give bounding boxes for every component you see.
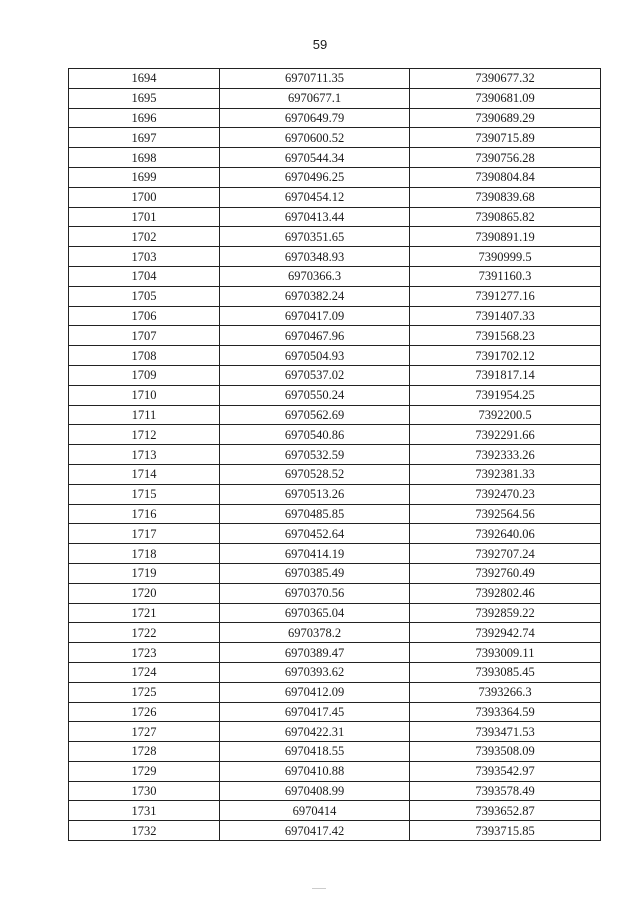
x-coordinate-cell: 6970408.99 <box>220 781 410 801</box>
table-row <box>69 702 601 722</box>
x-coordinate-cell: 6970452.64 <box>220 524 410 544</box>
y-coordinate-cell: 7390756.28 <box>410 148 601 168</box>
table-row <box>69 227 601 247</box>
point-number-cell: 1695 <box>69 88 220 108</box>
y-coordinate-cell: 7392564.56 <box>410 504 601 524</box>
point-number-cell: 1700 <box>69 187 220 207</box>
point-number-cell: 1708 <box>69 346 220 366</box>
point-number-cell: 1699 <box>69 167 220 187</box>
page-number: 59 <box>312 37 328 52</box>
table-row <box>69 563 601 583</box>
table-row <box>69 346 601 366</box>
x-coordinate-cell: 6970378.2 <box>220 623 410 643</box>
table-row <box>69 385 601 405</box>
point-number-cell: 1728 <box>69 742 220 762</box>
coordinates-table <box>68 68 601 841</box>
y-coordinate-cell: 7390839.68 <box>410 187 601 207</box>
y-coordinate-cell: 7393085.45 <box>410 662 601 682</box>
y-coordinate-cell: 7391160.3 <box>410 266 601 286</box>
point-number-cell: 1716 <box>69 504 220 524</box>
point-number-cell: 1707 <box>69 326 220 346</box>
x-coordinate-cell: 6970417.42 <box>220 821 410 841</box>
y-coordinate-cell: 7393578.49 <box>410 781 601 801</box>
table-row <box>69 306 601 326</box>
x-coordinate-cell: 6970385.49 <box>220 563 410 583</box>
footer-mark <box>312 888 326 889</box>
y-coordinate-cell: 7392381.33 <box>410 464 601 484</box>
x-coordinate-cell: 6970418.55 <box>220 742 410 762</box>
point-number-cell: 1714 <box>69 464 220 484</box>
table-row <box>69 247 601 267</box>
point-number-cell: 1731 <box>69 801 220 821</box>
x-coordinate-cell: 6970550.24 <box>220 385 410 405</box>
x-coordinate-cell: 6970414 <box>220 801 410 821</box>
y-coordinate-cell: 7390677.32 <box>410 69 601 89</box>
x-coordinate-cell: 6970532.59 <box>220 445 410 465</box>
point-number-cell: 1729 <box>69 761 220 781</box>
x-coordinate-cell: 6970544.34 <box>220 148 410 168</box>
table-row <box>69 286 601 306</box>
point-number-cell: 1696 <box>69 108 220 128</box>
table-row <box>69 821 601 841</box>
y-coordinate-cell: 7390715.89 <box>410 128 601 148</box>
x-coordinate-cell: 6970370.56 <box>220 583 410 603</box>
x-coordinate-cell: 6970414.19 <box>220 544 410 564</box>
point-number-cell: 1694 <box>69 69 220 89</box>
point-number-cell: 1722 <box>69 623 220 643</box>
table-row <box>69 781 601 801</box>
coordinates-table-body <box>69 69 601 841</box>
y-coordinate-cell: 7392640.06 <box>410 524 601 544</box>
point-number-cell: 1721 <box>69 603 220 623</box>
x-coordinate-cell: 6970393.62 <box>220 662 410 682</box>
y-coordinate-cell: 7390804.84 <box>410 167 601 187</box>
y-coordinate-cell: 7391407.33 <box>410 306 601 326</box>
point-number-cell: 1727 <box>69 722 220 742</box>
y-coordinate-cell: 7392200.5 <box>410 405 601 425</box>
table-row <box>69 544 601 564</box>
x-coordinate-cell: 6970454.12 <box>220 187 410 207</box>
x-coordinate-cell: 6970540.86 <box>220 425 410 445</box>
x-coordinate-cell: 6970711.35 <box>220 69 410 89</box>
y-coordinate-cell: 7392942.74 <box>410 623 601 643</box>
point-number-cell: 1702 <box>69 227 220 247</box>
table-row <box>69 88 601 108</box>
point-number-cell: 1730 <box>69 781 220 801</box>
x-coordinate-cell: 6970677.1 <box>220 88 410 108</box>
point-number-cell: 1710 <box>69 385 220 405</box>
table-row <box>69 128 601 148</box>
y-coordinate-cell: 7391702.12 <box>410 346 601 366</box>
table-row <box>69 69 601 89</box>
x-coordinate-cell: 6970528.52 <box>220 464 410 484</box>
y-coordinate-cell: 7393542.97 <box>410 761 601 781</box>
point-number-cell: 1701 <box>69 207 220 227</box>
x-coordinate-cell: 6970562.69 <box>220 405 410 425</box>
y-coordinate-cell: 7391277.16 <box>410 286 601 306</box>
table-row <box>69 207 601 227</box>
y-coordinate-cell: 7393364.59 <box>410 702 601 722</box>
y-coordinate-cell: 7390891.19 <box>410 227 601 247</box>
y-coordinate-cell: 7391568.23 <box>410 326 601 346</box>
table-row <box>69 722 601 742</box>
y-coordinate-cell: 7392707.24 <box>410 544 601 564</box>
y-coordinate-cell: 7392291.66 <box>410 425 601 445</box>
x-coordinate-cell: 6970389.47 <box>220 643 410 663</box>
table-row <box>69 365 601 385</box>
y-coordinate-cell: 7393652.87 <box>410 801 601 821</box>
table-row <box>69 187 601 207</box>
table-row <box>69 464 601 484</box>
x-coordinate-cell: 6970504.93 <box>220 346 410 366</box>
table-row <box>69 682 601 702</box>
table-row <box>69 524 601 544</box>
x-coordinate-cell: 6970410.88 <box>220 761 410 781</box>
y-coordinate-cell: 7393266.3 <box>410 682 601 702</box>
y-coordinate-cell: 7392802.46 <box>410 583 601 603</box>
point-number-cell: 1718 <box>69 544 220 564</box>
point-number-cell: 1698 <box>69 148 220 168</box>
x-coordinate-cell: 6970467.96 <box>220 326 410 346</box>
y-coordinate-cell: 7391817.14 <box>410 365 601 385</box>
point-number-cell: 1713 <box>69 445 220 465</box>
x-coordinate-cell: 6970417.45 <box>220 702 410 722</box>
table-row <box>69 662 601 682</box>
point-number-cell: 1715 <box>69 484 220 504</box>
y-coordinate-cell: 7393009.11 <box>410 643 601 663</box>
y-coordinate-cell: 7390999.5 <box>410 247 601 267</box>
point-number-cell: 1712 <box>69 425 220 445</box>
table-row <box>69 326 601 346</box>
x-coordinate-cell: 6970413.44 <box>220 207 410 227</box>
y-coordinate-cell: 7390681.09 <box>410 88 601 108</box>
x-coordinate-cell: 6970649.79 <box>220 108 410 128</box>
point-number-cell: 1723 <box>69 643 220 663</box>
x-coordinate-cell: 6970485.85 <box>220 504 410 524</box>
table-row <box>69 445 601 465</box>
x-coordinate-cell: 6970513.26 <box>220 484 410 504</box>
point-number-cell: 1732 <box>69 821 220 841</box>
x-coordinate-cell: 6970365.04 <box>220 603 410 623</box>
y-coordinate-cell: 7392470.23 <box>410 484 601 504</box>
table-row <box>69 405 601 425</box>
y-coordinate-cell: 7393715.85 <box>410 821 601 841</box>
y-coordinate-cell: 7393471.53 <box>410 722 601 742</box>
x-coordinate-cell: 6970496.25 <box>220 167 410 187</box>
point-number-cell: 1724 <box>69 662 220 682</box>
x-coordinate-cell: 6970417.09 <box>220 306 410 326</box>
table-row <box>69 742 601 762</box>
table-row <box>69 801 601 821</box>
point-number-cell: 1719 <box>69 563 220 583</box>
y-coordinate-cell: 7390689.29 <box>410 108 601 128</box>
point-number-cell: 1697 <box>69 128 220 148</box>
x-coordinate-cell: 6970382.24 <box>220 286 410 306</box>
x-coordinate-cell: 6970412.09 <box>220 682 410 702</box>
point-number-cell: 1704 <box>69 266 220 286</box>
point-number-cell: 1717 <box>69 524 220 544</box>
point-number-cell: 1725 <box>69 682 220 702</box>
x-coordinate-cell: 6970366.3 <box>220 266 410 286</box>
y-coordinate-cell: 7393508.09 <box>410 742 601 762</box>
point-number-cell: 1706 <box>69 306 220 326</box>
point-number-cell: 1703 <box>69 247 220 267</box>
y-coordinate-cell: 7390865.82 <box>410 207 601 227</box>
x-coordinate-cell: 6970600.52 <box>220 128 410 148</box>
point-number-cell: 1720 <box>69 583 220 603</box>
x-coordinate-cell: 6970348.93 <box>220 247 410 267</box>
table-row <box>69 504 601 524</box>
point-number-cell: 1705 <box>69 286 220 306</box>
table-row <box>69 643 601 663</box>
point-number-cell: 1726 <box>69 702 220 722</box>
y-coordinate-cell: 7391954.25 <box>410 385 601 405</box>
point-number-cell: 1711 <box>69 405 220 425</box>
table-row <box>69 761 601 781</box>
table-row <box>69 484 601 504</box>
table-row <box>69 167 601 187</box>
table-row <box>69 425 601 445</box>
table-row <box>69 266 601 286</box>
y-coordinate-cell: 7392333.26 <box>410 445 601 465</box>
point-number-cell: 1709 <box>69 365 220 385</box>
table-row <box>69 603 601 623</box>
x-coordinate-cell: 6970351.65 <box>220 227 410 247</box>
table-row <box>69 108 601 128</box>
y-coordinate-cell: 7392760.49 <box>410 563 601 583</box>
x-coordinate-cell: 6970537.02 <box>220 365 410 385</box>
table-row <box>69 148 601 168</box>
y-coordinate-cell: 7392859.22 <box>410 603 601 623</box>
table-row <box>69 583 601 603</box>
table-row <box>69 623 601 643</box>
x-coordinate-cell: 6970422.31 <box>220 722 410 742</box>
